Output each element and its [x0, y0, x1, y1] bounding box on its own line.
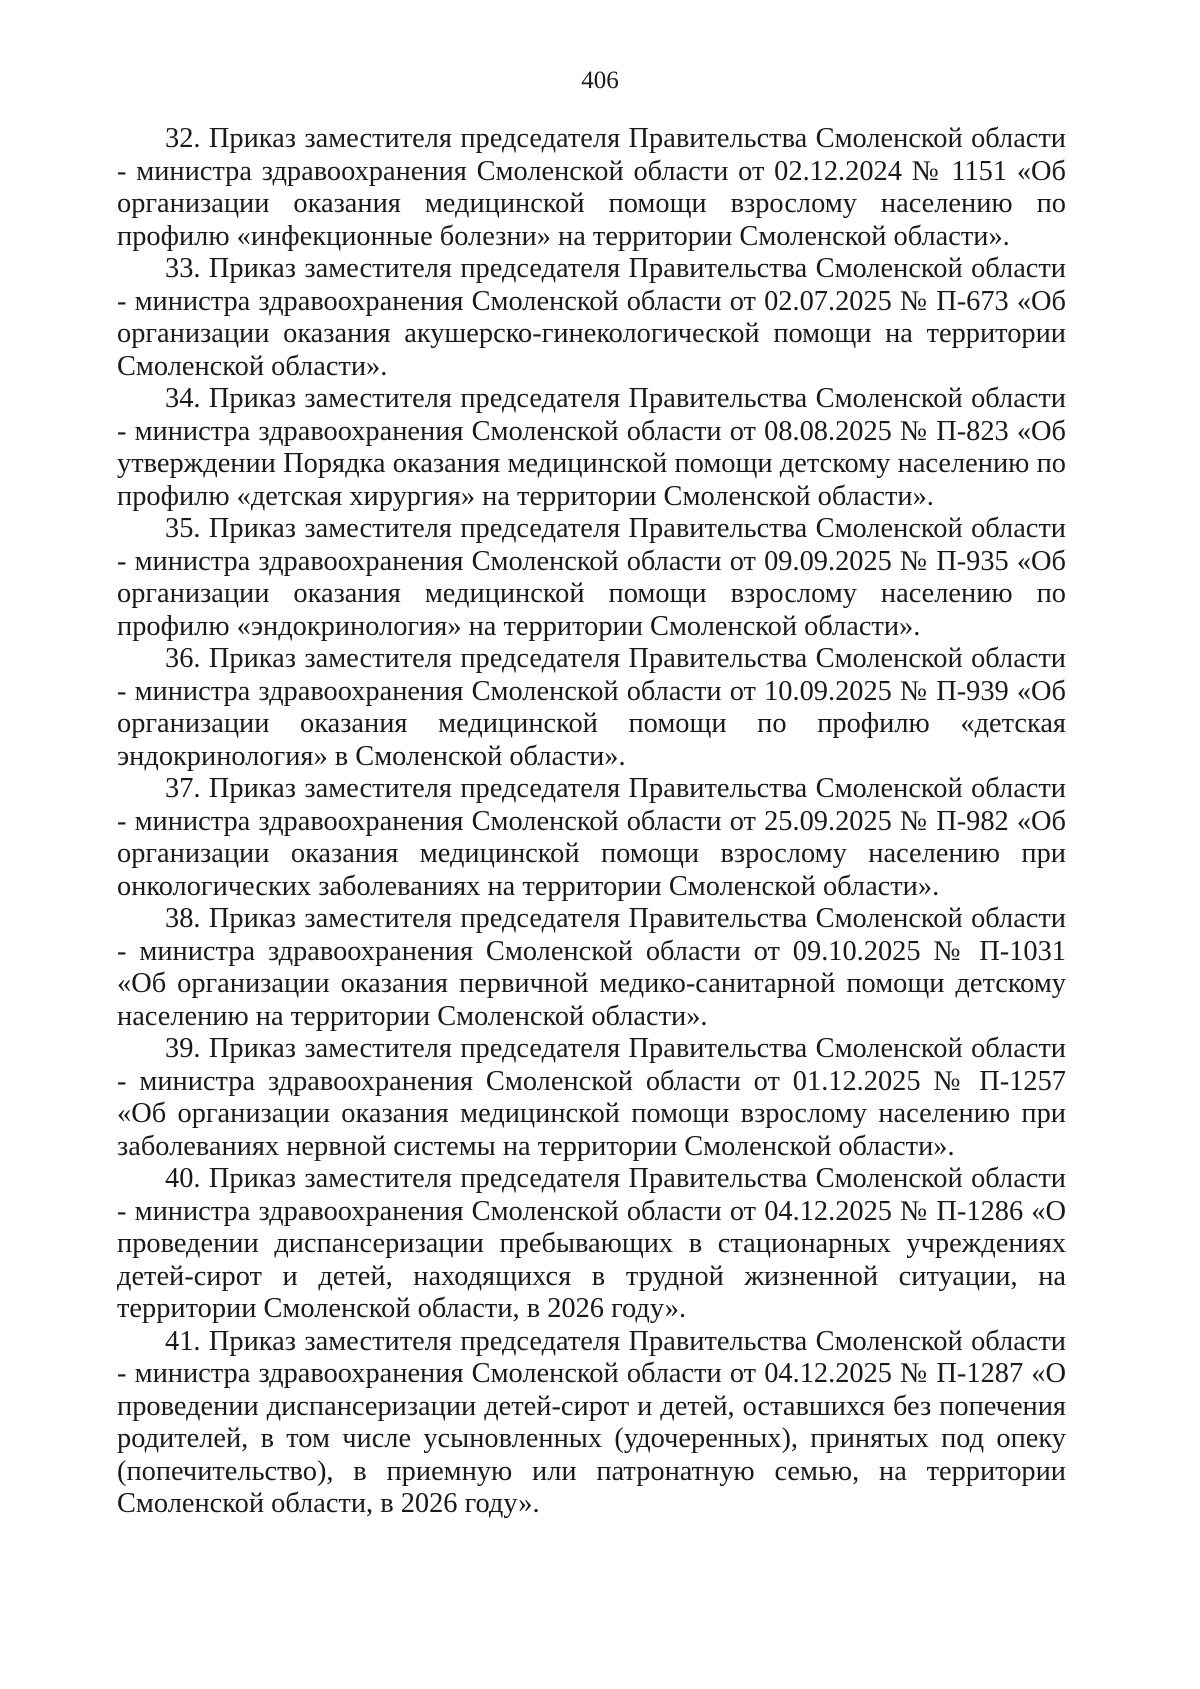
- list-item: 36. Приказ заместителя председателя Правительства Смоленской области - министра здравоохранения Смоленской области от 10.09.2025 № П-939 «Об организации оказания медицинской помощи по профилю «детская эндокринология» в Смоленской области».: [117, 643, 1066, 772]
- list-item: 33. Приказ заместителя председателя Правительства Смоленской области - министра здравоохранения Смоленской области от 02.07.2025 № П-673 «Об организации оказания акушерско-гинекологической помощи на территории Смоленской области».: [117, 253, 1066, 382]
- list-item: 39. Приказ заместителя председателя Правительства Смоленской области - министра здравоохранения Смоленской области от 01.12.2025 № П-1257 «Об организации оказания медицинской помощи взрослому населению при заболеваниях нервной системы на территории Смоленской области».: [117, 1033, 1066, 1162]
- list-item: 40. Приказ заместителя председателя Правительства Смоленской области - министра здравоохранения Смоленской области от 04.12.2025 № П-1286 «О проведении диспансеризации пребывающих в стационарных учреждениях детей-сирот и детей, находящихся в трудной жизненной ситуации, на территории Смоленской области, в 2026 году».: [117, 1163, 1066, 1324]
- list-item: 32. Приказ заместителя председателя Правительства Смоленской области - министра здравоохранения Смоленской области от 02.12.2024 № 1151 «Об организации оказания медицинской помощи взрослому населению по профилю «инфекционные болезни» на территории Смоленской области».: [117, 123, 1066, 252]
- list-item: 34. Приказ заместителя председателя Правительства Смоленской области - министра здравоохранения Смоленской области от 08.08.2025 № П-823 «Об утверждении Порядка оказания медицинской помощи детскому населению по профилю «детская хирургия» на территории Смоленской области».: [117, 383, 1066, 512]
- list-item: 38. Приказ заместителя председателя Правительства Смоленской области - министра здравоохранения Смоленской области от 09.10.2025 № П-1031 «Об организации оказания первичной медико-санитарной помощи детскому населению на территории Смоленской области».: [117, 903, 1066, 1032]
- list-item: 41. Приказ заместителя председателя Правительства Смоленской области - министра здравоохранения Смоленской области от 04.12.2025 № П-1287 «О проведении диспансеризации детей-сирот и детей, оставшихся без попечения родителей, в том числе усыновленных (удочеренных), принятых под опеку (попечительство), в приемную или патронатную семью, на территории Смоленской области, в 2026 году».: [117, 1325, 1066, 1519]
- order-list: [117, 123, 1066, 1521]
- page-number: 406: [581, 67, 619, 94]
- list-item: 35. Приказ заместителя председателя Правительства Смоленской области - министра здравоохранения Смоленской области от 09.09.2025 № П-935 «Об организации оказания медицинской помощи взрослому населению по профилю «эндокринология» на территории Смоленской области».: [117, 513, 1066, 642]
- list-item: 37. Приказ заместителя председателя Правительства Смоленской области - министра здравоохранения Смоленской области от 25.09.2025 № П-982 «Об организации оказания медицинской помощи взрослому населению при онкологических заболеваниях на территории Смоленской области».: [117, 773, 1066, 902]
